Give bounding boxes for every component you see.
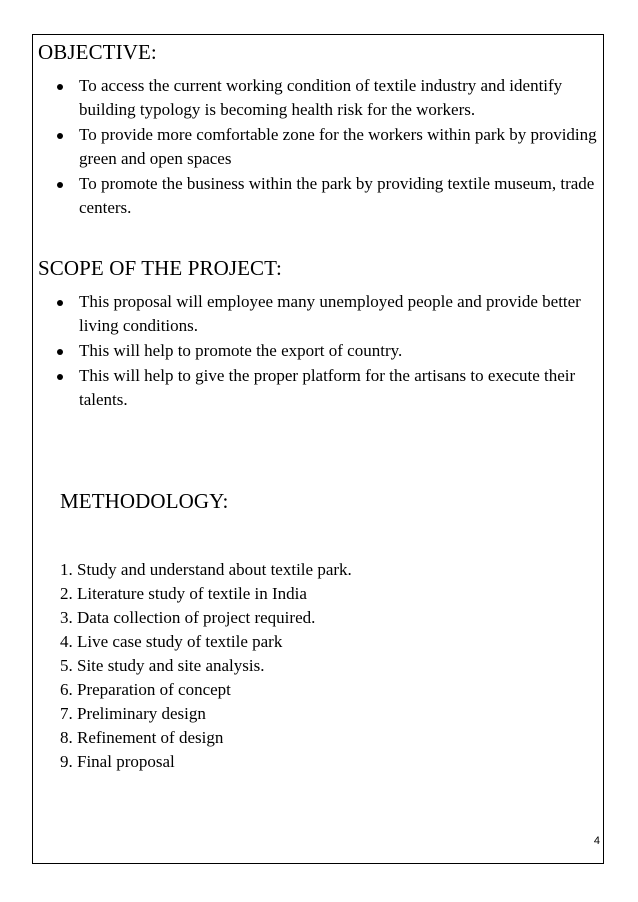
methodology-steps xyxy=(60,558,352,774)
list-item: 5. Site study and site analysis. xyxy=(60,656,265,675)
list-item-text: To access the current working condition of textile industry and identify building typology is becoming health risk for the workers. xyxy=(79,76,563,119)
list-item: 2. Literature study of textile in India xyxy=(60,584,307,603)
list-item xyxy=(79,172,599,220)
bullet-icon xyxy=(57,349,63,355)
bullet-icon xyxy=(57,300,63,306)
scope-list xyxy=(79,290,609,413)
list-item: 3. Data collection of project required. xyxy=(60,608,316,627)
list-item xyxy=(79,74,599,122)
list-item-text: To promote the business within the park by providing textile museum, trade centers. xyxy=(79,174,595,217)
bullet-icon xyxy=(57,133,63,139)
list-item xyxy=(79,339,609,363)
list-item: 7. Preliminary design xyxy=(60,704,206,723)
list-item-text: To provide more comfortable zone for the workers within park by providing green and open spaces xyxy=(79,125,597,168)
objective-heading: OBJECTIVE: xyxy=(38,40,157,64)
list-item: 9. Final proposal xyxy=(60,752,175,771)
list-item-text: This will help to give the proper platform for the artisans to execute their talents. xyxy=(79,366,576,409)
list-item: 1. Study and understand about textile park. xyxy=(60,560,352,579)
list-item: 6. Preparation of concept xyxy=(60,680,231,699)
page-number: 4 xyxy=(593,835,600,847)
list-item-text: This proposal will employee many unemployed people and provide better living conditions. xyxy=(79,292,581,335)
bullet-icon xyxy=(57,374,63,380)
bullet-icon xyxy=(57,84,63,90)
list-item xyxy=(79,290,609,338)
objective-list xyxy=(79,74,599,221)
list-item: 4. Live case study of textile park xyxy=(60,632,283,651)
scope-heading: SCOPE OF THE PROJECT: xyxy=(38,256,282,280)
list-item: 8. Refinement of design xyxy=(60,728,224,747)
bullet-icon xyxy=(57,182,63,188)
methodology-heading: METHODOLOGY: xyxy=(60,489,229,513)
list-item xyxy=(79,364,609,412)
list-item-text: This will help to promote the export of country. xyxy=(79,341,403,360)
list-item xyxy=(79,123,599,171)
